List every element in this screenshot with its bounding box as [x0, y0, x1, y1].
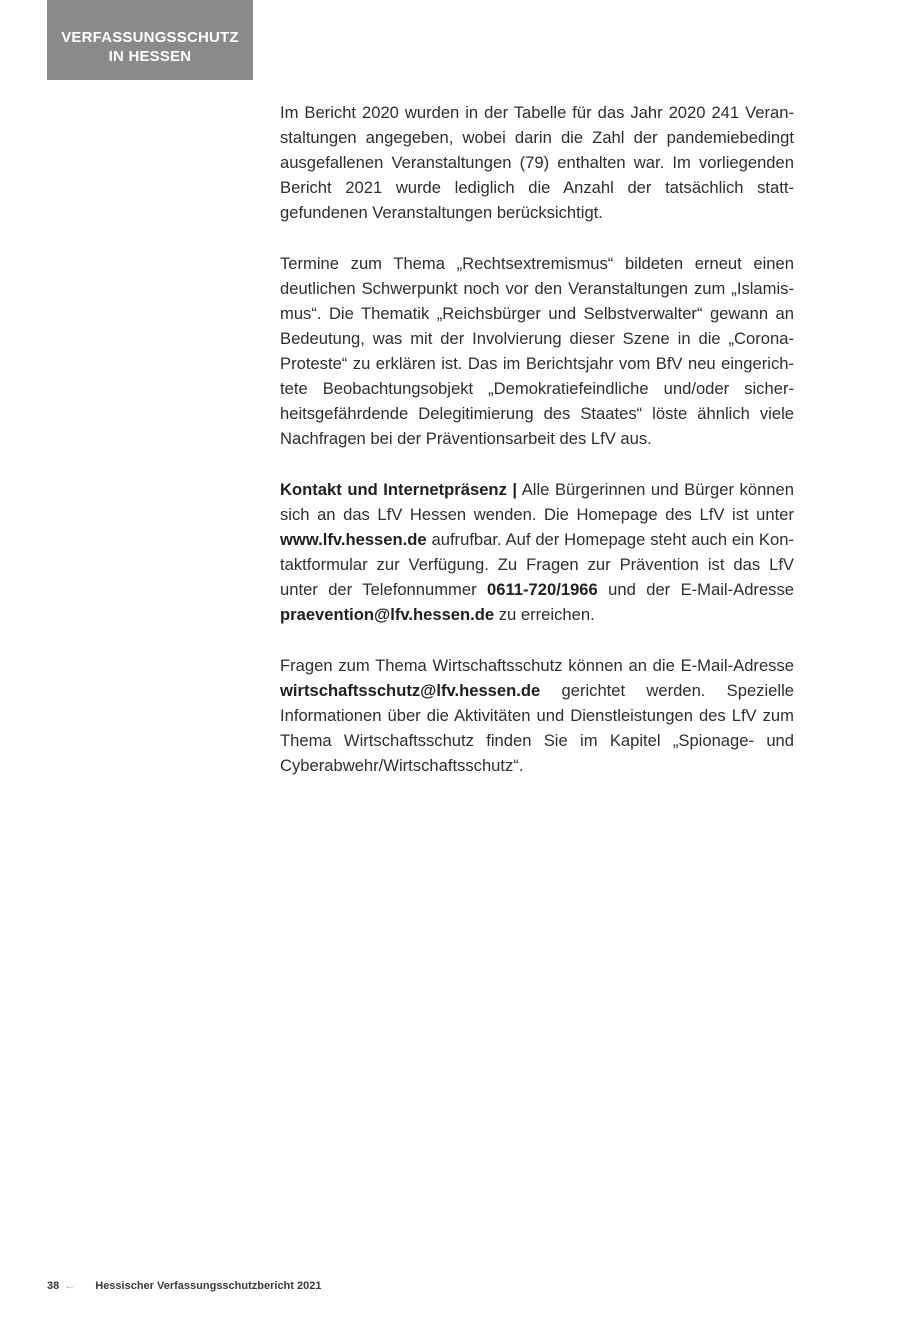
contact-text-2: aufrufbar. Auf der Homepage steht auch ein Kontaktformular zur Verfügung. Zu Fragen zur Prävention ist das LfV unter der Telefonnummer: [280, 530, 794, 599]
economic-text-1: Fragen zum Thema Wirtschaftsschutz können an die E-Mail-Adresse: [280, 656, 794, 675]
economic-text-2: gerichtet werden. Spezielle Informationen über die Aktivitäten und Dienstleistungen des LfV zum Thema Wirtschaftsschutz finden Sie im Kapitel „Spionage- und Cyberabwehr/Wirtschaftsschutz“.: [280, 681, 794, 775]
footer-title: Hessischer Verfassungsschutzbericht 2021: [95, 1280, 322, 1292]
page-number: 38: [47, 1280, 60, 1292]
phone-number: 0611-720/1966: [487, 580, 598, 599]
page-footer: [47, 1278, 321, 1294]
body-text: [280, 100, 794, 804]
paragraph-events-2020: Im Bericht 2020 wurden in der Tabelle für das Jahr 2020 241 Veranstaltungen angegeben, wobei darin die Zahl der pandemiebedingt ausgefallenen Veranstaltungen (79) enthalten war. Im vorliegenden Bericht 2021 wurde lediglich die Anzahl der tatsächlich stattgefundenen Veranstaltungen berücksichtigt.: [280, 103, 794, 222]
section-header-line2: IN HESSEN: [108, 48, 192, 65]
paragraph-contact: [280, 477, 794, 627]
section-header-line1: VERFASSUNGSSCHUTZ: [61, 29, 239, 46]
paragraph-topics: Termine zum Thema „Rechtsextremismus“ bildeten erneut einen deutlichen Schwerpunkt noch vor den Veranstaltungen zum „Islamismus“. Die Thematik „Reichsbürger und Selbstverwalter“ gewann an Bedeutung, was mit der Involvierung dieser Szene in die „Corona-Proteste“ zu erklären ist. Das im Berichtsjahr vom BfV neu eingerichtete Beobachtungsobjekt „Demokratiefeindliche und/oder sicherheitsgefährdende Delegitimierung des Staates“ löste ähnlich viele Nachfragen bei der Präventionsarbeit des LfV aus.: [280, 254, 794, 448]
contact-text-1: Alle Bürgerinnen und Bürger können sich an das LfV Hessen wenden. Die Homepage des LfV ist unter: [280, 480, 794, 524]
website-link[interactable]: www.lfv.hessen.de: [280, 530, 427, 549]
contact-text-3: und der E-Mail-Adresse: [597, 580, 794, 599]
contact-text-4: zu erreichen.: [494, 605, 595, 624]
arrow-left-icon: ←: [64, 1280, 76, 1292]
prevention-email-link[interactable]: praevention@lfv.hessen.de: [280, 605, 495, 624]
section-header-tab: [47, 0, 253, 80]
economic-email-link[interactable]: wirtschaftsschutz@lfv.hessen.de: [280, 681, 541, 700]
contact-heading: Kontakt und Internetpräsenz |: [280, 480, 518, 499]
paragraph-economic-protection: [280, 653, 794, 778]
